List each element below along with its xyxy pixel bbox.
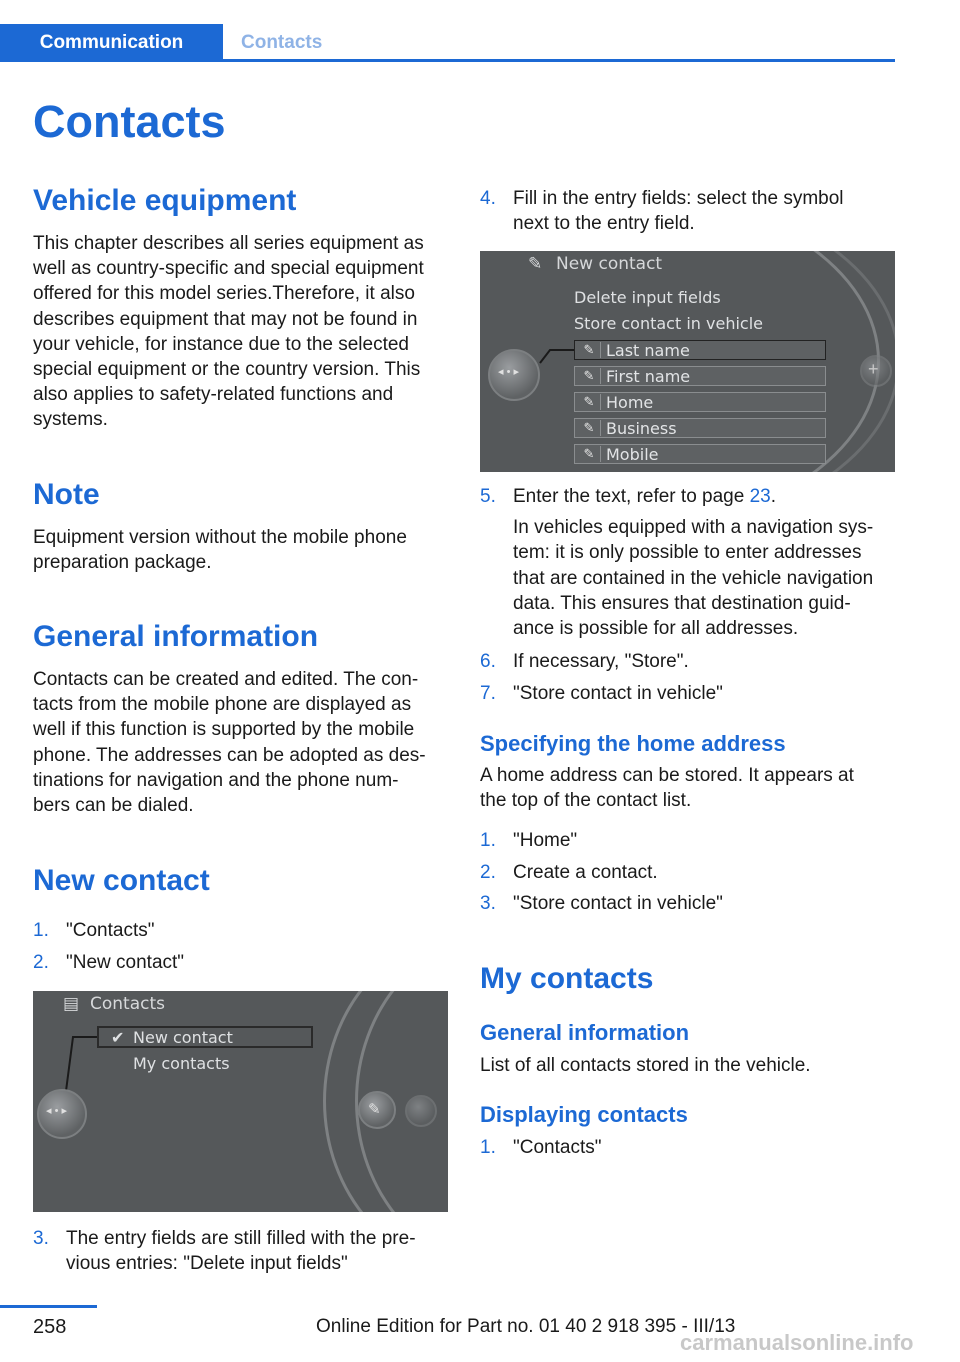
text-line: phone. The addresses can be adopted as des‐ [33,744,426,766]
contacts-menu-screenshot [33,991,448,1212]
text-line: The entry fields are still filled with the pre‐ [66,1228,416,1249]
edit-icon: ✎ [578,420,601,436]
heading-my-contacts: My contacts [480,962,654,995]
text-line: tinations for navigation and the phone num‐ [33,769,399,791]
check-icon: ✔ [111,1028,125,1047]
list-number: 2. [33,952,49,973]
edit-icon: ✎ [528,254,543,273]
edit-icon: ✎ [578,446,601,462]
list-number: 1. [480,1137,496,1158]
vehicle-equipment-text [33,231,448,433]
arrow-left-right-icon: ◂ • ▸ [498,366,520,378]
list-text: "Store contact in vehicle" [513,683,723,704]
edit-icon: ✎ [578,394,601,410]
field-label: Mobile [606,445,659,464]
page-link[interactable]: 23 [749,486,771,507]
text-line: special equipment or the country version. This [33,359,421,381]
arrow-left-right-icon: ◂ • ▸ [46,1105,68,1117]
text-line: next to the entry field. [513,213,695,235]
list-number: 4. [480,188,496,209]
list-text: "Contacts" [513,1137,602,1158]
text-line: the top of the contact list. [480,790,692,812]
list-text: Create a contact. [513,862,658,883]
list-number: 3. [33,1228,49,1249]
heading-displaying-contacts: Displaying contacts [480,1102,688,1127]
footer-rule [0,1305,97,1308]
list-number: 1. [33,920,49,941]
text-fragment: . [770,486,777,507]
chapter-header [0,24,895,62]
tab-knob [405,1095,437,1127]
list-text: "Contacts" [66,920,155,941]
list-text [513,186,893,236]
list-number: 2. [480,862,496,883]
list-text [66,1226,446,1276]
page-title: Contacts [33,96,226,147]
heading-new-contact: New contact [33,864,210,897]
text-line: A home address can be stored. It appears at [480,765,854,786]
text-line: offered for this model series.Therefore, it also [33,283,415,305]
text-line: systems. [33,409,108,431]
notepad-icon: ✎ [368,1101,381,1118]
text-line: that are contained in the vehicle navigation [513,567,874,589]
field-label: Business [606,419,677,438]
pointer-line [480,251,895,472]
tab-contacts[interactable]: Contacts [241,32,323,53]
menu-item-delete-input-fields[interactable]: Delete input fields [574,288,721,307]
list-number: 7. [480,683,496,704]
home-address-text [480,763,895,813]
heading-general-information: General information [33,620,319,653]
text-line: your vehicle, for instance due to the selected [33,333,410,355]
screen-title: Contacts [90,994,165,1014]
text-line: well if this function is supported by the mobile [33,719,415,741]
online-edition-text: Online Edition for Part no. 01 40 2 918 395 - III/13 [316,1316,736,1337]
contacts-book-icon: ▤ [63,994,80,1013]
list-text: "New contact" [66,952,185,973]
page-number: 258 [33,1316,67,1338]
text-fragment: Enter the text, refer to page [513,486,750,507]
heading-vehicle-equipment: Vehicle equipment [33,184,297,217]
field-label: First name [606,367,691,386]
screen-title: New contact [556,254,663,274]
my-contacts-text: List of all contacts stored in the vehicle. [480,1055,811,1076]
person-edit-icon: ✎ [578,368,601,384]
text-line: describes equipment that may not be found in [33,308,418,330]
tab-communication[interactable]: Communication [0,24,223,59]
text-line: Equipment version without the mobile phone [33,527,407,548]
text-line: bers can be dialed. [33,795,194,817]
heading-my-contacts-general: General information [480,1020,690,1045]
text-line: ance is possible for all addresses. [513,618,799,640]
text-line: also applies to safety-related functions and [33,384,394,406]
text-line [513,484,893,509]
note-text [33,525,448,575]
text-line: well as country-specific and special equipment [33,258,424,280]
text-line: tacts from the mobile phone are displayed as [33,694,412,716]
heading-home-address: Specifying the home address [480,731,786,756]
text-line: In vehicles equipped with a navigation sys‐ [513,517,874,539]
list-text: "Store contact in vehicle" [513,893,723,914]
menu-item-new-contact[interactable]: New contact [133,1028,233,1047]
text-line: tem: it is only possible to enter addresses [513,542,862,564]
text-line: Contacts can be created and edited. The con‐ [33,669,419,690]
menu-item-store-contact[interactable]: Store contact in vehicle [574,314,763,333]
text-line: This chapter describes all series equipment as [33,233,424,254]
text-line: data. This ensures that destination guid‐ [513,592,851,614]
new-contact-screenshot [480,251,895,472]
list-number: 6. [480,651,496,672]
text-line: vious entries: "Delete input fields" [66,1253,348,1275]
text-line: Fill in the entry fields: select the symbol [513,188,844,209]
list-number: 1. [480,830,496,851]
list-text: If necessary, "Store". [513,651,689,672]
field-label: Home [606,393,654,412]
person-edit-icon: ✎ [578,342,601,358]
field-label: Last name [606,341,690,360]
heading-note: Note [33,478,100,511]
watermark: carmanualsonline.info [680,1330,914,1355]
list-number: 3. [480,893,496,914]
plus-icon: + [868,359,879,379]
menu-item-my-contacts[interactable]: My contacts [133,1054,230,1073]
list-text: "Home" [513,830,578,851]
list-number: 5. [480,486,496,507]
list-text [513,484,893,641]
general-information-text [33,667,448,818]
text-line: preparation package. [33,552,212,574]
